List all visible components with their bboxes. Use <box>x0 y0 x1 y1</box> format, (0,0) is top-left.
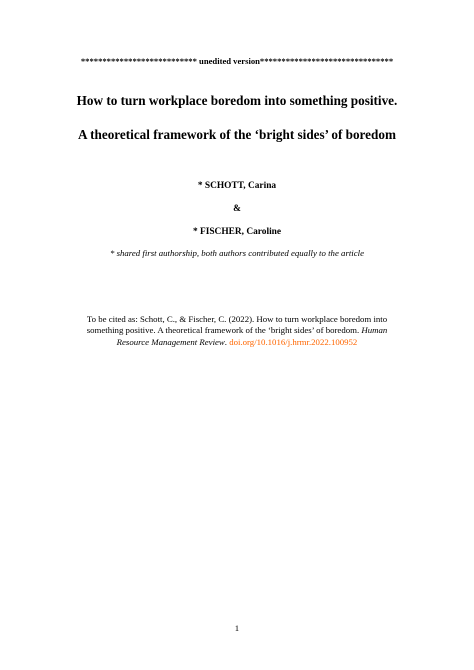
author-separator: & <box>233 204 241 214</box>
author-schott: * SCHOTT, Carina <box>197 181 277 191</box>
citation-separator: . <box>224 336 230 347</box>
citation-journal-part-2: Resource Management Review <box>116 336 225 347</box>
citation-line-2 <box>58 325 416 336</box>
unedited-version-banner: *************************** unedited version******************************* <box>80 56 394 66</box>
doi-link[interactable]: doi.org/10.1016/j.hrmr.2022.100952 <box>229 336 358 347</box>
paper-title-line-2: A theoretical framework of the ‘bright sides’ of boredom <box>78 127 396 142</box>
paper-title-line-1: How to turn workplace boredom into something positive. <box>76 93 398 108</box>
citation-line-3 <box>58 337 416 348</box>
citation-line-1: To be cited as: Schott, C., & Fischer, C. (2022). How to turn workplace boredom into <box>86 314 388 324</box>
author-fischer: * FISCHER, Caroline <box>192 227 282 237</box>
citation-block <box>58 314 416 348</box>
authorship-note: * shared first authorship, both authors contributed equally to the article <box>109 248 365 258</box>
page-number: 1 <box>234 623 240 633</box>
citation-text: something positive. A theoretical framework of the ‘bright sides’ of boredom. <box>86 325 362 336</box>
citation-journal-part-1: Human <box>361 325 388 336</box>
